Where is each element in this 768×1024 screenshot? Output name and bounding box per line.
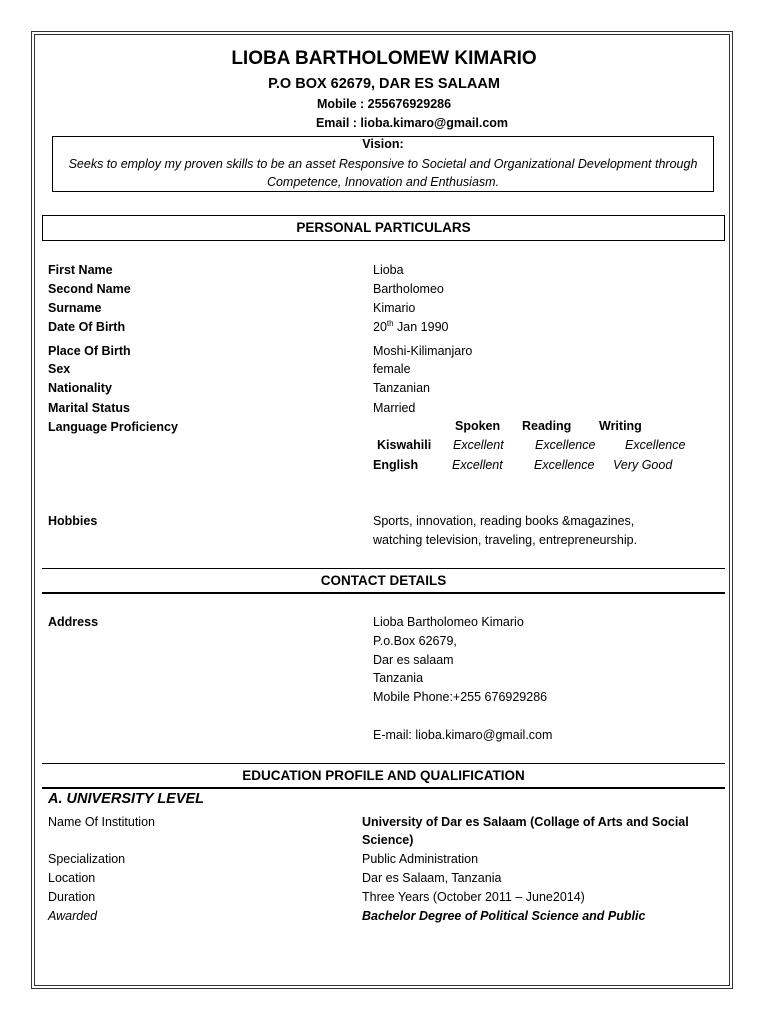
header-email: Email : lioba.kimaro@gmail.com (315, 116, 509, 130)
language-row-spoken: Excellent (452, 458, 503, 472)
language-row-reading: Excellence (535, 438, 596, 452)
header-mobile: Mobile : 255676929286 (316, 97, 452, 111)
awarded-label: Awarded (48, 909, 98, 923)
pob-label: Place Of Birth (48, 344, 131, 358)
institution-label: Name Of Institution (48, 815, 155, 829)
header-address: P.O BOX 62679, DAR ES SALAAM (268, 76, 500, 92)
language-row-spoken: Excellent (453, 438, 504, 452)
specialization-value: Public Administration (362, 852, 479, 866)
address-line: P.o.Box 62679, (373, 634, 457, 648)
language-row-reading: Excellence (534, 458, 595, 472)
language-label: Language Proficiency (48, 420, 178, 434)
surname-label: Surname (48, 301, 102, 315)
hobbies-line-1: Sports, innovation, reading books &magazines, (373, 514, 635, 528)
institution-value-line-1: University of Dar es Salaam (Collage of Arts and Social (362, 815, 689, 829)
language-row-name: English (373, 458, 419, 472)
vision-box (52, 136, 714, 192)
nationality-value: Tanzanian (373, 381, 430, 395)
marital-value: Married (373, 401, 416, 415)
nationality-label: Nationality (48, 381, 112, 395)
section-contact-details: CONTACT DETAILS (42, 568, 725, 594)
specialization-label: Specialization (48, 852, 126, 866)
marital-label: Marital Status (48, 401, 130, 415)
duration-label: Duration (48, 890, 96, 904)
vision-text: Seeks to employ my proven skills to be an asset Responsive to Societal and Organizational Development through Competence, Innovation and Enthusiasm. (68, 157, 698, 189)
contact-email-line: E-mail: lioba.kimaro@gmail.com (373, 728, 553, 742)
hobbies-label: Hobbies (48, 514, 98, 528)
mobile-phone-line: Mobile Phone:+255 676929286 (373, 690, 548, 704)
dob-suffix: th (386, 319, 394, 328)
dob-day: 20 (373, 320, 387, 335)
duration-value: Three Years (October 2011 – June2014) (362, 890, 585, 904)
candidate-name: LIOBA BARTHOLOMEW KIMARIO (231, 48, 537, 69)
dob-label: Date Of Birth (48, 320, 126, 334)
language-row-name: Kiswahili (377, 438, 432, 452)
dob-rest: Jan 1990 (393, 320, 449, 335)
dob-value (373, 319, 449, 334)
address-line: Tanzania (373, 671, 424, 685)
institution-value-line-2: Science) (362, 833, 414, 847)
sex-value: female (373, 362, 411, 376)
second-name-label: Second Name (48, 282, 131, 296)
hobbies-line-2: watching television, traveling, entrepreneurship. (373, 533, 638, 547)
first-name-value: Lioba (373, 263, 404, 277)
address-line: Dar es salaam (373, 653, 454, 667)
address-line: Lioba Bartholomeo Kimario (373, 615, 524, 629)
address-label: Address (48, 615, 99, 629)
lang-header-reading: Reading (522, 419, 572, 433)
second-name-value: Bartholomeo (373, 282, 444, 296)
section-personal-particulars: PERSONAL PARTICULARS (42, 215, 725, 241)
university-level-heading: A. UNIVERSITY LEVEL (48, 791, 205, 807)
language-row-writing: Very Good (613, 458, 673, 472)
location-label: Location (48, 871, 96, 885)
surname-value: Kimario (373, 301, 416, 315)
lang-header-writing: Writing (599, 419, 642, 433)
awarded-value: Bachelor Degree of Political Science and Public (362, 909, 646, 923)
lang-header-spoken: Spoken (455, 419, 501, 433)
vision-title: Vision: (362, 137, 404, 151)
section-education-profile: EDUCATION PROFILE AND QUALIFICATION (42, 763, 725, 789)
first-name-label: First Name (48, 263, 113, 277)
location-value: Dar es Salaam, Tanzania (362, 871, 502, 885)
pob-value: Moshi-Kilimanjaro (373, 344, 473, 358)
language-row-writing: Excellence (625, 438, 686, 452)
sex-label: Sex (48, 362, 71, 376)
